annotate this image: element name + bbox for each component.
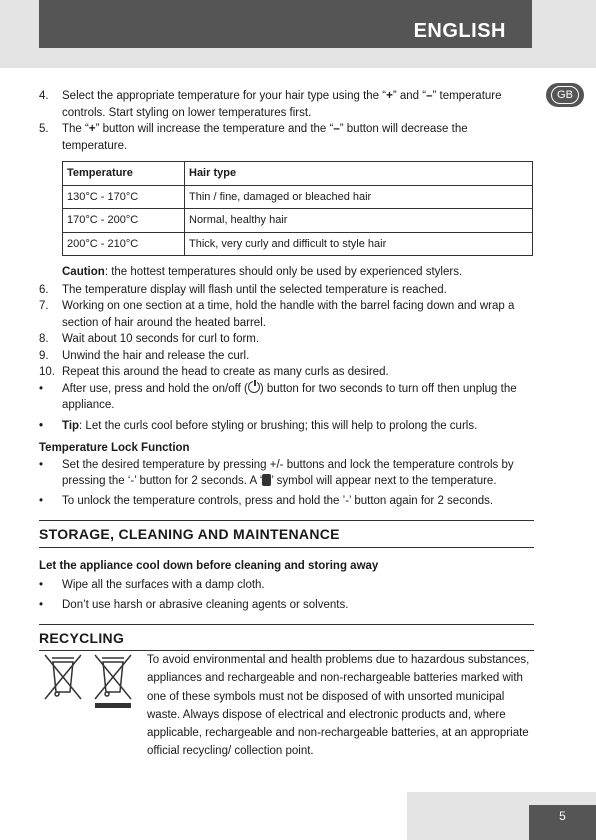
column-header: Hair type [185,162,533,186]
storage-bullet: • Don’t use harsh or abrasive cleaning agents or solvents. [39,598,349,611]
country-badge [546,83,584,107]
storage-subheading: Let the appliance cool down before cleaning and storing away [39,559,379,572]
divider [39,547,534,548]
plus-icon: + [386,90,393,102]
power-icon [248,381,260,393]
minus-icon: – [333,123,340,135]
instructions [39,88,534,651]
table-cell: Thick, very curly and difficult to style hair [185,232,533,256]
storage-bullet: • Wipe all the surfaces with a damp cloth. [39,579,265,591]
step-9: 9. Unwind the hair and release the curl. [39,349,250,362]
recycling-text: To avoid environmental and health problems due to hazardous substances, appliances and rechargeable and non-rechargeable batteries marked with one of these symbols must not be disposed of with unsorted municipal waste. Always dispose of electrical and electronic products and, where applicable, rechargeable and non-rechargeable batteries, at an appropriate official recycling/ collection point. [147,654,530,758]
language-title: ENGLISH [413,20,506,42]
lock-bullet: • Set the desired temperature by pressing +/- buttons and lock the temperature controls by pressing the ‘-’ button for 2 seconds. A ‘ ’ symbol will appear next to the temperature. [39,458,514,487]
table-header-row [63,162,533,186]
table-cell: Thin / fine, damaged or bleached hair [185,185,533,209]
unlock-bullet: • To unlock the temperature controls, press and hold the ’-’ button again for 2 seconds. [39,494,494,507]
plus-icon: + [88,123,96,135]
country-code: GB [551,86,579,104]
step-4 [39,88,534,121]
padlock-icon [262,474,271,486]
table-row [63,185,533,209]
table-cell: 170°C - 200°C [63,209,185,233]
step-text: Select the appropriate temperature for your hair type using the “+” and “–” temperature controls. Start styling on lower temperatures first. [62,90,502,119]
step-8: 8. Wait about 10 seconds for curl to form. [39,333,260,345]
step-5 [39,121,534,154]
column-header: Temperature [63,162,185,186]
table-cell: Normal, healthy hair [185,209,533,233]
minus-icon: – [426,90,433,102]
step-text: The “+” button will increase the temperature and the “–” button will decrease the temperature. [62,123,468,152]
step-6: 6. The temperature display will flash until the selected temperature is reached. [39,283,447,296]
table-cell: 130°C - 170°C [63,185,185,209]
after-use-bullet: • After use, press and hold the on/off ( ) button for two seconds to turn off then unplug the appliance. [39,382,517,411]
step-10: 10. Repeat this around the head to create as many curls as desired. [39,366,389,378]
table-row [63,232,533,256]
header-bar [39,0,532,48]
tip-bullet: • Tip: Let the curls cool before styling or brushing; this will help to prolong the curls. [39,419,478,432]
divider [39,520,534,521]
caution-note: Caution: the hottest temperatures should only be used by experienced stylers. [62,266,463,278]
table-row [63,209,533,233]
table-cell: 200°C - 210°C [63,232,185,256]
step-7: 7. Working on one section at a time, hold the handle with the barrel facing down and wrap a section of hair around the heated barrel. [39,300,515,329]
storage-heading: STORAGE, CLEANING AND MAINTENANCE [39,526,340,542]
step-number: 5. [39,123,49,135]
divider [39,624,534,625]
temperature-table [62,161,533,256]
lock-function-heading: Temperature Lock Function [39,442,190,454]
step-number: 4. [39,90,49,102]
crossed-out-wheelie-bin-icon [40,652,136,710]
page-number: 5 [529,805,596,840]
recycling-heading: RECYCLING [39,630,125,646]
